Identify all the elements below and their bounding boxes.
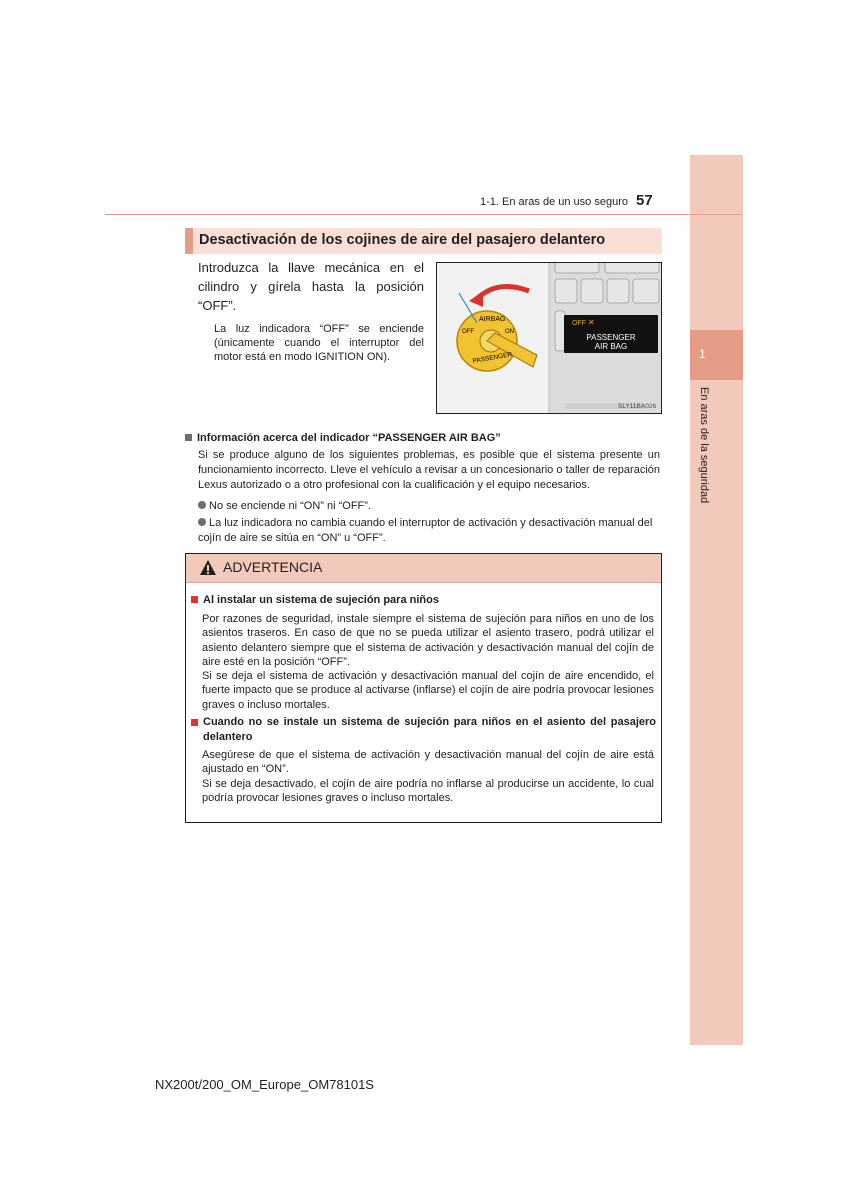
chapter-number: 1 (699, 347, 706, 361)
section-title: Desactivación de los cojines de aire del pasajero delantero (199, 232, 606, 248)
switch-airbag-label: AIRBAG (479, 316, 506, 323)
bullet-dot-icon (198, 501, 206, 509)
section-title-bar (185, 228, 662, 254)
indicator-line1: PASSENGER (586, 333, 636, 342)
warning-item-text: Si se deja desactivado, el cojín de aire podría no inflarse al producirse un accidente, lo cual podría provocar lesiones graves o incluso mortales. (202, 778, 654, 805)
indicator-line2: AIR BAG (594, 342, 628, 351)
warning-item-heading (191, 593, 439, 608)
info-bullet-text: No se enciende ni “ON” ni “OFF”. (209, 500, 371, 512)
info-text: Si se produce alguno de los siguientes problemas, es posible que el sistema presente un funcionamiento incorrecto. Lleve el vehículo a revisar a un concesionario o taller de reparación Lexus autorizado o a otro profesional con la cualificación y el equipo necesarios. (198, 449, 660, 491)
footer-code: NX200t/200_OM_Europe_OM78101S (155, 1077, 374, 1092)
info-heading-text: Información acerca del indicador “PASSENGER AIR BAG” (197, 432, 501, 444)
header-rule (105, 214, 742, 215)
info-bullet-text: La luz indicadora no cambia cuando el interruptor de activación y desactivación manual del cojín de aire se sitúa en “ON” u “OFF”. (198, 517, 653, 544)
warning-item-text: Asegúrese de que el sistema de activación y desactivación manual del cojín de aire está ajustado en “ON”. (202, 749, 654, 776)
intro-text: Introduzca la llave mecánica en el cilindro y gírela hasta la posición “OFF”. (198, 260, 424, 313)
switch-on-label: ON (505, 329, 514, 335)
chapter-number-box (690, 330, 743, 380)
warning-triangle-icon (199, 559, 217, 576)
switch-off-label: OFF (462, 329, 474, 335)
warning-box (185, 553, 662, 823)
red-square-bullet-icon (191, 719, 198, 726)
indicator-passenger-icon: ✕ (588, 318, 595, 327)
figure-code: SLY11BA026 (618, 403, 657, 410)
warning-title: ADVERTENCIA (223, 559, 323, 575)
header-section-title: 1-1. En aras de un uso seguro (480, 196, 628, 208)
page-number: 57 (636, 192, 653, 209)
warning-item-heading (191, 715, 656, 745)
warning-item-text: Por razones de seguridad, instale siempre el sistema de sujeción para niños en uno de los asientos traseros. En caso de que no se pueda utilizar el asiento trasero, podrá utilizar el asiento delantero siempre que el sistema de activación y desactivación manual del cojín de aire esté en la posición “OFF”. (202, 613, 654, 668)
bullet-dot-icon (198, 518, 206, 526)
warning-header (186, 554, 661, 583)
indicator-off-text: OFF (572, 320, 586, 327)
info-heading (185, 432, 501, 444)
airbag-switch-figure (436, 262, 662, 414)
red-square-bullet-icon (191, 596, 198, 603)
info-bullet (198, 499, 660, 514)
gray-square-bullet-icon (185, 434, 192, 441)
passenger-airbag-indicator (564, 315, 658, 353)
warning-item-heading-text: Cuando no se instale un sistema de sujeción para niños en el asiento del pasajero delantero (203, 716, 656, 743)
switch-passenger-label: PASSENGER (472, 351, 513, 365)
warning-item-text: Si se deja el sistema de activación y desactivación manual del cojín de aire encendido, el fuerte impacto que se produce al activarse (inflarse) el cojín de aire podría provocar lesiones graves o incluso mortales. (202, 670, 654, 711)
intro-note: La luz indicadora “OFF” se enciende (únicamente cuando el interruptor del motor está en modo IGNITION ON). (214, 323, 424, 363)
warning-item-heading-text: Al instalar un sistema de sujeción para niños (203, 594, 439, 606)
info-bullet (198, 516, 662, 546)
chapter-title: En aras de la seguridad (698, 387, 710, 504)
chapter-side-tab (690, 155, 743, 1045)
